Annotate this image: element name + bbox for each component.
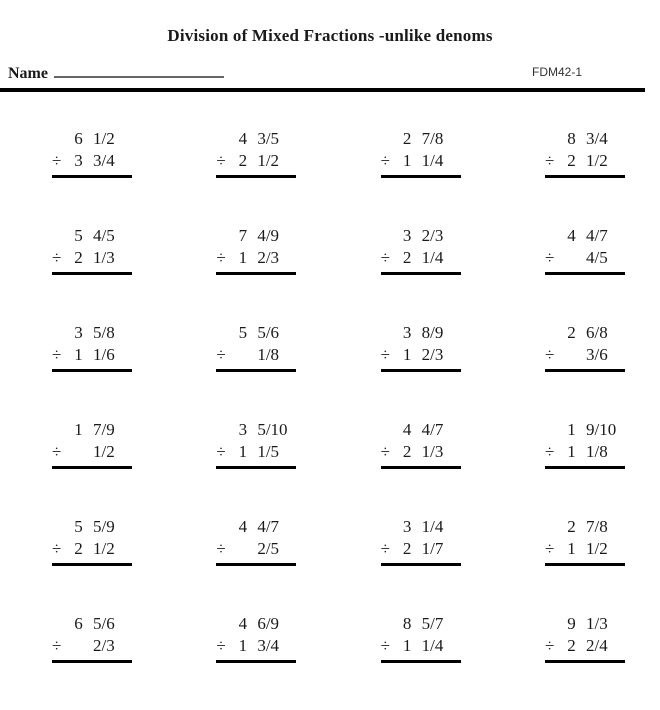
dividend-line xyxy=(52,128,132,150)
dividend-line xyxy=(381,225,461,247)
dividend-whole: 4 xyxy=(238,129,248,148)
divisor-fraction: 3/4 xyxy=(93,151,115,170)
answer-line xyxy=(216,175,296,178)
divisor-line xyxy=(52,441,132,463)
answer-line xyxy=(381,563,461,566)
dividend-whole: 1 xyxy=(567,420,576,439)
division-sign: ÷ xyxy=(380,248,390,267)
dividend-fraction: 5/6 xyxy=(257,323,280,342)
dividend-line xyxy=(381,128,461,150)
dividend-fraction: 7/8 xyxy=(585,517,608,536)
dividend-whole: 2 xyxy=(402,129,412,148)
dividend-line xyxy=(216,419,296,441)
dividend-fraction: 9/10 xyxy=(585,420,617,439)
dividend-fraction: 2/3 xyxy=(421,226,444,245)
divisor-whole: 2 xyxy=(567,636,576,655)
division-sign: ÷ xyxy=(380,636,390,655)
answer-line xyxy=(52,660,132,663)
dividend-line xyxy=(545,128,625,150)
divisor-whole: 3 xyxy=(74,151,83,170)
dividend-line xyxy=(52,225,132,247)
dividend-whole: 3 xyxy=(238,420,248,439)
divisor-fraction: 1/8 xyxy=(257,345,280,364)
answer-line xyxy=(52,175,132,178)
divisor-fraction: 1/2 xyxy=(93,442,115,461)
division-sign: ÷ xyxy=(380,539,390,558)
dividend-fraction: 7/9 xyxy=(93,420,115,439)
divisor-line xyxy=(52,635,132,657)
dividend-whole: 6 xyxy=(74,129,83,148)
dividend-line xyxy=(545,225,625,247)
divisor-whole: 1 xyxy=(238,636,248,655)
divisor-whole: 2 xyxy=(74,539,83,558)
dividend-fraction: 7/8 xyxy=(421,129,444,148)
divisor-line xyxy=(216,635,296,657)
dividend-whole: 5 xyxy=(74,517,83,536)
division-sign: ÷ xyxy=(216,151,226,170)
divisor-whole: 1 xyxy=(567,442,576,461)
problem xyxy=(216,516,296,566)
divisor-line xyxy=(545,247,625,269)
answer-line xyxy=(545,660,625,663)
answer-line xyxy=(381,369,461,372)
divisor-whole: 1 xyxy=(238,248,248,267)
divisor-line xyxy=(381,538,461,560)
division-sign: ÷ xyxy=(52,345,62,364)
problem xyxy=(381,419,461,469)
answer-line xyxy=(216,660,296,663)
dividend-line xyxy=(545,322,625,344)
dividend-line xyxy=(216,516,296,538)
division-sign: ÷ xyxy=(380,151,390,170)
dividend-line xyxy=(52,419,132,441)
dividend-whole: 2 xyxy=(567,517,576,536)
division-sign: ÷ xyxy=(216,248,226,267)
divisor-whole: 1 xyxy=(402,151,412,170)
problem xyxy=(52,419,132,469)
division-sign: ÷ xyxy=(544,151,555,170)
dividend-fraction: 6/8 xyxy=(585,323,608,342)
divisor-fraction: 1/3 xyxy=(421,442,444,461)
problem xyxy=(216,613,296,663)
answer-line xyxy=(381,466,461,469)
division-sign: ÷ xyxy=(52,442,62,461)
divisor-line xyxy=(545,635,625,657)
problem xyxy=(216,322,296,372)
division-sign: ÷ xyxy=(216,539,226,558)
division-sign: ÷ xyxy=(216,345,226,364)
answer-line xyxy=(545,466,625,469)
divisor-fraction: 1/4 xyxy=(421,151,444,170)
division-sign: ÷ xyxy=(52,151,62,170)
divisor-line xyxy=(52,247,132,269)
division-sign: ÷ xyxy=(216,442,226,461)
dividend-whole: 8 xyxy=(567,129,576,148)
problem xyxy=(381,516,461,566)
divisor-fraction: 1/6 xyxy=(93,345,115,364)
name-label: Name xyxy=(8,65,48,82)
divisor-line xyxy=(216,150,296,172)
dividend-whole: 5 xyxy=(74,226,83,245)
dividend-fraction: 1/3 xyxy=(585,614,608,633)
name-blank-line xyxy=(54,62,224,78)
divisor-line xyxy=(216,441,296,463)
dividend-line xyxy=(216,225,296,247)
dividend-line xyxy=(545,613,625,635)
divisor-fraction: 2/5 xyxy=(257,539,280,558)
divisor-line xyxy=(216,247,296,269)
dividend-fraction: 6/9 xyxy=(257,614,280,633)
answer-line xyxy=(216,466,296,469)
divisor-fraction: 1/5 xyxy=(257,442,280,461)
divisor-line xyxy=(381,150,461,172)
divisor-whole: 2 xyxy=(238,151,248,170)
dividend-line xyxy=(216,322,296,344)
divisor-fraction: 2/3 xyxy=(421,345,444,364)
dividend-line xyxy=(381,516,461,538)
dividend-line xyxy=(52,613,132,635)
division-sign: ÷ xyxy=(216,636,226,655)
dividend-line xyxy=(545,516,625,538)
divisor-whole: 2 xyxy=(567,151,576,170)
problem xyxy=(52,322,132,372)
dividend-whole: 3 xyxy=(402,226,412,245)
dividend-fraction: 5/9 xyxy=(93,517,115,536)
divisor-fraction: 2/4 xyxy=(585,636,608,655)
divisor-fraction: 1/2 xyxy=(257,151,280,170)
division-sign: ÷ xyxy=(544,636,555,655)
problem xyxy=(381,128,461,178)
divisor-fraction: 1/3 xyxy=(93,248,115,267)
dividend-whole: 7 xyxy=(238,226,248,245)
problem xyxy=(381,225,461,275)
dividend-line xyxy=(216,128,296,150)
worksheet-code: FDM42-1 xyxy=(532,65,583,79)
answer-line xyxy=(52,369,132,372)
dividend-fraction: 4/7 xyxy=(421,420,444,439)
divisor-line xyxy=(216,344,296,366)
problem xyxy=(52,128,132,178)
dividend-fraction: 5/6 xyxy=(93,614,115,633)
divisor-line xyxy=(52,344,132,366)
divisor-fraction: 1/2 xyxy=(93,539,115,558)
dividend-whole: 4 xyxy=(238,517,248,536)
problem xyxy=(52,516,132,566)
divisor-line xyxy=(381,344,461,366)
dividend-whole: 4 xyxy=(567,226,576,245)
division-sign: ÷ xyxy=(52,539,62,558)
answer-line xyxy=(381,175,461,178)
divisor-line xyxy=(381,635,461,657)
dividend-line xyxy=(381,322,461,344)
problem xyxy=(216,419,296,469)
answer-line xyxy=(545,272,625,275)
divisor-whole: 1 xyxy=(238,442,248,461)
divisor-whole: 1 xyxy=(402,636,412,655)
dividend-whole: 9 xyxy=(567,614,576,633)
division-sign: ÷ xyxy=(544,539,555,558)
answer-line xyxy=(545,369,625,372)
dividend-line xyxy=(381,419,461,441)
divisor-line xyxy=(545,538,625,560)
dividend-fraction: 1/4 xyxy=(421,517,444,536)
divisor-line xyxy=(52,538,132,560)
dividend-line xyxy=(216,613,296,635)
dividend-whole: 3 xyxy=(74,323,83,342)
problem xyxy=(381,322,461,372)
dividend-fraction: 8/9 xyxy=(421,323,444,342)
dividend-fraction: 3/5 xyxy=(257,129,280,148)
divisor-whole: 1 xyxy=(567,539,576,558)
dividend-fraction: 4/7 xyxy=(585,226,608,245)
dividend-whole: 6 xyxy=(74,614,83,633)
dividend-fraction: 5/10 xyxy=(257,420,288,439)
answer-line xyxy=(52,563,132,566)
division-sign: ÷ xyxy=(380,345,390,364)
divisor-whole: 1 xyxy=(402,345,412,364)
problem xyxy=(545,128,625,178)
answer-line xyxy=(52,272,132,275)
dividend-whole: 2 xyxy=(567,323,576,342)
divisor-fraction: 2/3 xyxy=(93,636,115,655)
divisor-fraction: 3/6 xyxy=(585,345,608,364)
problems-grid xyxy=(52,128,625,663)
dividend-line xyxy=(52,516,132,538)
division-sign: ÷ xyxy=(544,248,555,267)
page-title: Division of Mixed Fractions -unlike denoms xyxy=(167,26,493,45)
divisor-line xyxy=(52,150,132,172)
problem xyxy=(216,128,296,178)
answer-line xyxy=(381,272,461,275)
dividend-fraction: 5/7 xyxy=(421,614,444,633)
name-row xyxy=(8,62,660,86)
divisor-line xyxy=(381,247,461,269)
dividend-whole: 4 xyxy=(402,420,412,439)
problem xyxy=(545,419,625,469)
problem xyxy=(545,322,625,372)
dividend-fraction: 1/2 xyxy=(93,129,115,148)
answer-line xyxy=(52,466,132,469)
answer-line xyxy=(545,175,625,178)
problem xyxy=(52,613,132,663)
dividend-line xyxy=(381,613,461,635)
dividend-whole: 3 xyxy=(402,517,412,536)
answer-line xyxy=(216,563,296,566)
divisor-whole: 2 xyxy=(402,539,412,558)
divisor-fraction: 1/4 xyxy=(421,636,444,655)
dividend-fraction: 4/9 xyxy=(257,226,280,245)
dividend-whole: 4 xyxy=(238,614,248,633)
dividend-fraction: 4/7 xyxy=(257,517,280,536)
problem xyxy=(52,225,132,275)
problem xyxy=(381,613,461,663)
divisor-fraction: 2/3 xyxy=(257,248,280,267)
dividend-fraction: 3/4 xyxy=(585,129,608,148)
dividend-line xyxy=(545,419,625,441)
division-sign: ÷ xyxy=(52,636,62,655)
divisor-line xyxy=(545,344,625,366)
division-sign: ÷ xyxy=(544,345,555,364)
dividend-whole: 1 xyxy=(74,420,83,439)
divisor-whole: 2 xyxy=(402,248,412,267)
divisor-line xyxy=(216,538,296,560)
divisor-fraction: 1/7 xyxy=(421,539,444,558)
divisor-fraction: 3/4 xyxy=(257,636,280,655)
divisor-fraction: 1/4 xyxy=(421,248,444,267)
dividend-fraction: 5/8 xyxy=(93,323,115,342)
division-sign: ÷ xyxy=(52,248,62,267)
divisor-fraction: 4/5 xyxy=(585,248,608,267)
dividend-whole: 3 xyxy=(402,323,412,342)
divisor-line xyxy=(545,150,625,172)
divisor-line xyxy=(545,441,625,463)
answer-line xyxy=(216,369,296,372)
dividend-whole: 5 xyxy=(238,323,248,342)
divisor-whole: 2 xyxy=(74,248,83,267)
problem xyxy=(216,225,296,275)
answer-line xyxy=(545,563,625,566)
problem xyxy=(545,225,625,275)
division-sign: ÷ xyxy=(380,442,390,461)
division-sign: ÷ xyxy=(544,442,555,461)
divisor-line xyxy=(381,441,461,463)
divisor-fraction: 1/2 xyxy=(585,539,608,558)
divisor-whole: 1 xyxy=(74,345,83,364)
dividend-line xyxy=(52,322,132,344)
dividend-whole: 8 xyxy=(402,614,412,633)
answer-line xyxy=(216,272,296,275)
divisor-fraction: 1/2 xyxy=(585,151,608,170)
header-divider xyxy=(0,88,645,92)
problem xyxy=(545,516,625,566)
divisor-fraction: 1/8 xyxy=(585,442,608,461)
dividend-fraction: 4/5 xyxy=(93,226,115,245)
problem xyxy=(545,613,625,663)
answer-line xyxy=(381,660,461,663)
divisor-whole: 2 xyxy=(402,442,412,461)
